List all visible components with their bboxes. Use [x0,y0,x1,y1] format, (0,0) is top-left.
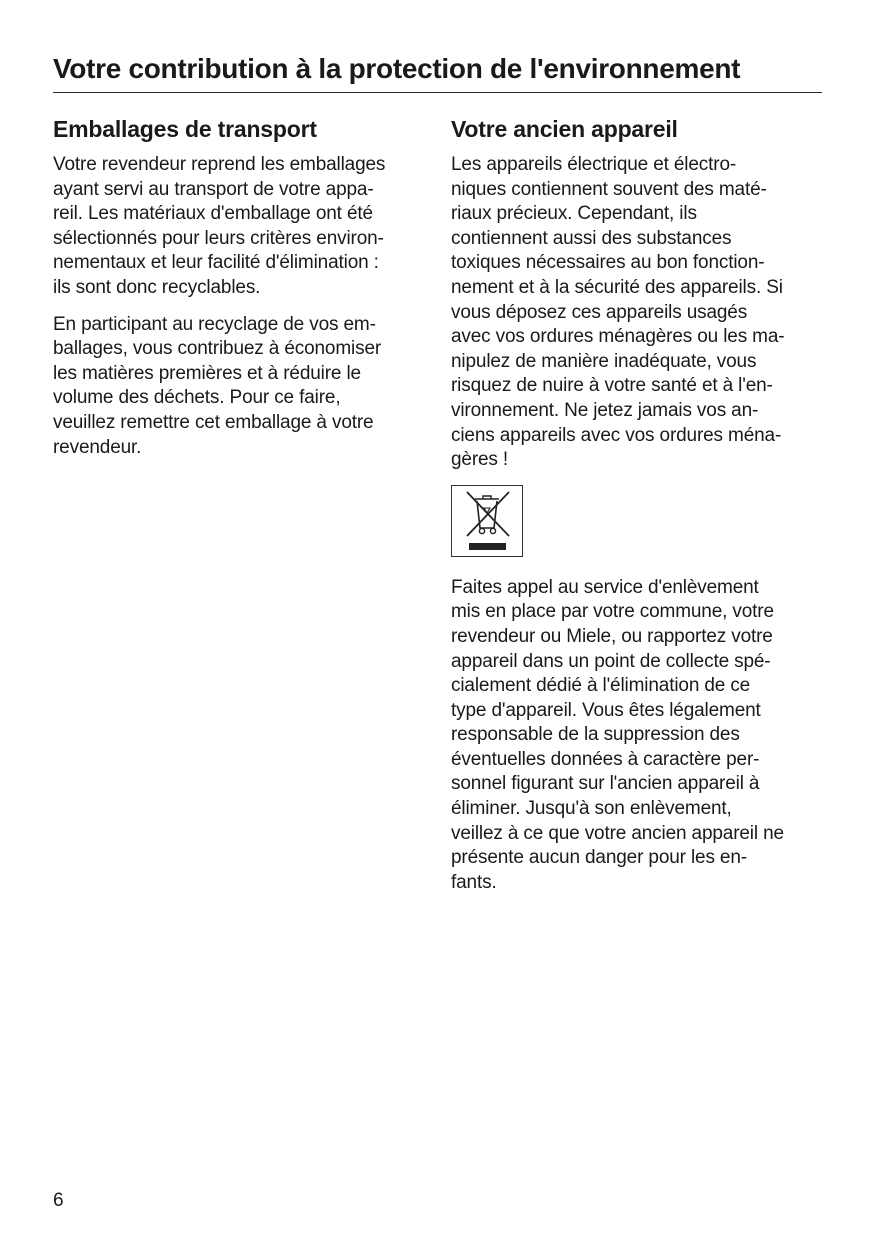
page-title: Votre contribution à la protection de l'environnement [53,53,741,84]
crossed-out-wheelie-bin-icon [451,485,523,557]
paragraph-packaging-recycling: En participant au recyclage de vos em- ballages, vous contribuez à économiser les matières premières et à réduire le volume des déchets. Pour ce faire, veuillez remettre cet emballage à votre revendeur. [53,313,382,458]
section-heading-transport-packaging: Emballages de transport [53,116,317,142]
paragraph-appliance-hazards: Les appareils électrique et électro- niques contiennent souvent des maté- riaux précieux. Cependant, ils contiennent aussi des substances toxiques nécessaires au bon fonction- nement et à la sécurité des appareils. Si vous déposez ces appareils usagés avec vos ordures ménagères ou les ma- nipulez de manière inadéquate, vous risquez de nuire à votre santé et à l'en- vironnement. Ne jetez jamais vos an- ciens appareils avec vos ordures ména- gères ! [451,154,785,471]
page-number: 6 [53,1190,64,1211]
paragraph-disposal-instructions: Faites appel au service d'enlèvement mis en place par votre commune, votre revendeur ou Miele, ou rapportez votre appareil dans un point de collecte spé- cialement dédié à l'élimination de ce type d'appareil. Vous êtes légalement responsable de la suppression des éventuelles données à caractère per- sonnel figurant sur l'ancien appareil à éliminer. Jusqu'à son enlèvement, veillez à ce que votre ancien appareil ne présente aucun danger pour les en- fants. [451,576,784,893]
section-transport-packaging [53,114,428,472]
section-heading-old-appliance: Votre ancien appareil [451,116,678,142]
section-old-appliance [451,114,826,907]
paragraph-packaging-returns: Votre revendeur reprend les emballages ayant servi au transport de votre appa- reil. Les matériaux d'emballage ont été sélectionnés pour leurs critères environ- nementaux et leur facilité d'élimination : ils sont donc recyclables. [53,154,386,298]
title-divider [53,92,822,93]
